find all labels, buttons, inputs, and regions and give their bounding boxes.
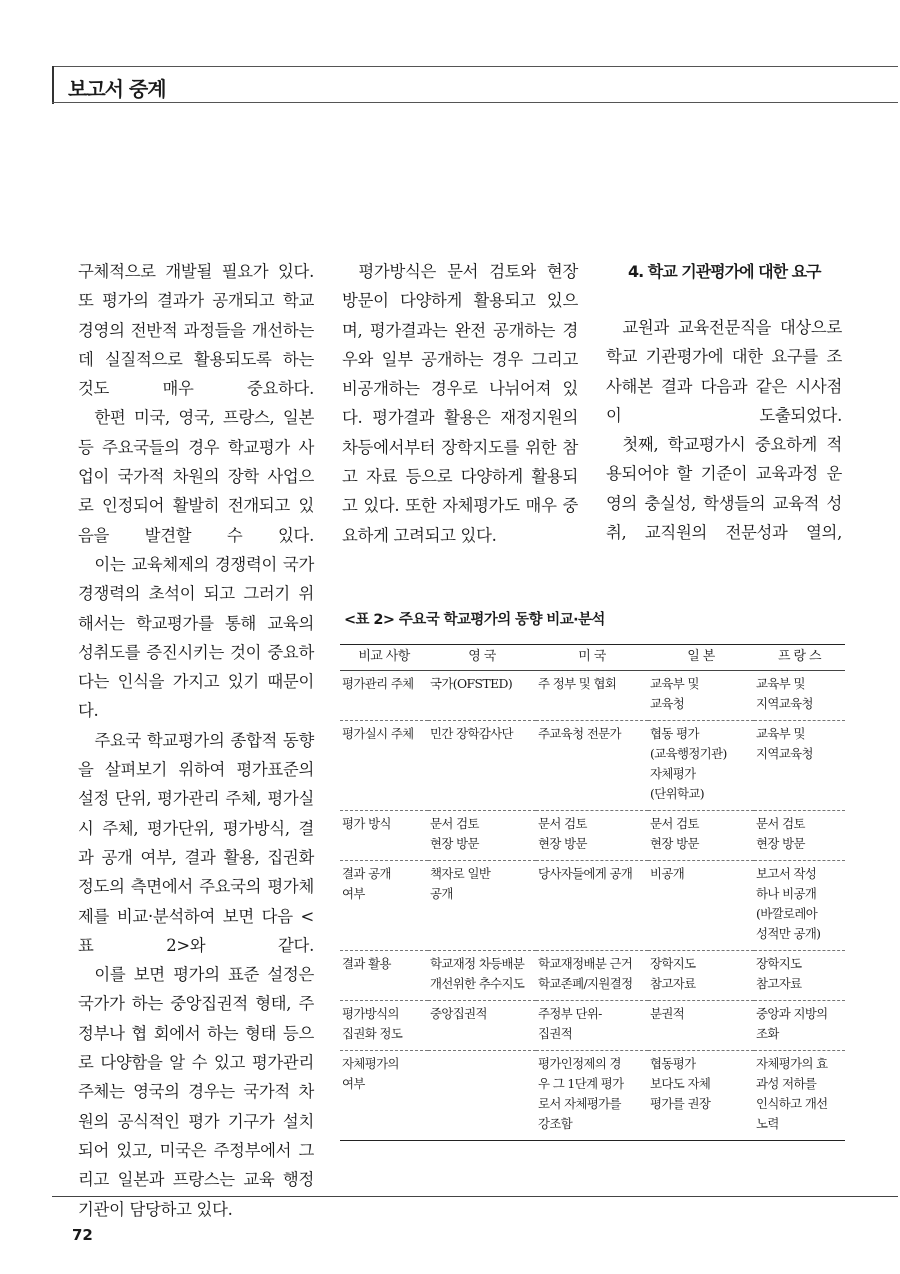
cell-text-line: 로서 자체평가를 bbox=[538, 1096, 621, 1111]
paragraph: 구체적으로 개발될 필요가 있다. 또 평가의 결과가 공개되고 학교 경영의 전반적 과정들을 개선하는데 실질적으로 활용되도록 하는 것도 매우 중요하다. bbox=[78, 262, 314, 399]
cell-text-line: 과성 저하를 bbox=[756, 1076, 817, 1091]
cell-text-line: 지역교육청 bbox=[756, 746, 813, 761]
cell-text-line: 교육부 및 bbox=[650, 676, 699, 691]
table-row-header bbox=[340, 951, 428, 1001]
table-cell bbox=[536, 861, 648, 951]
cell-text-line: 교육청 bbox=[650, 696, 685, 711]
table-row-header bbox=[340, 721, 428, 811]
cell-text-line: 장학지도 bbox=[756, 956, 802, 971]
cell-text-line: 참고자료 bbox=[756, 976, 802, 991]
cell-text-line: 장학지도 bbox=[650, 956, 696, 971]
text-column-1 bbox=[78, 257, 314, 1224]
table-cell bbox=[428, 951, 536, 1001]
cell-text-line: 여부 bbox=[342, 886, 365, 901]
cell-text-line: 문서 검토 bbox=[756, 816, 805, 831]
cell-text-line: 학교재정배분 근거 bbox=[538, 956, 633, 971]
table-cell bbox=[754, 811, 845, 861]
table-cell bbox=[428, 671, 536, 721]
table-row bbox=[340, 811, 845, 861]
cell-text-line: 민간 장학감사단 bbox=[430, 726, 513, 741]
cell-text-line: 현장 방문 bbox=[430, 836, 479, 851]
cell-text-line: 학교존폐/지원결정 bbox=[538, 976, 633, 991]
footer-rule bbox=[52, 1196, 898, 1197]
cell-text-line: 자체평가의 효 bbox=[756, 1056, 828, 1071]
table-cell bbox=[536, 811, 648, 861]
cell-text-line: 문서 검토 bbox=[430, 816, 479, 831]
table-header-cell: 미 국 bbox=[536, 645, 648, 671]
table-row bbox=[340, 671, 845, 721]
table-header-row bbox=[340, 645, 845, 671]
table-cell bbox=[428, 1051, 536, 1141]
table-cell bbox=[648, 951, 754, 1001]
table-cell bbox=[648, 721, 754, 811]
table-row-header bbox=[340, 861, 428, 951]
table-cell bbox=[754, 861, 845, 951]
cell-text-line: 평가관리 주체 bbox=[342, 676, 414, 691]
cell-text-line: 문서 검토 bbox=[538, 816, 587, 831]
table-row-header bbox=[340, 671, 428, 721]
table-cell bbox=[648, 861, 754, 951]
cell-text-line: 공개 bbox=[430, 886, 453, 901]
table-caption: <표 2> 주요국 학교평가의 동향 비교·분석 bbox=[344, 612, 605, 628]
table-cell bbox=[428, 1001, 536, 1051]
cell-text-line: 집권화 정도 bbox=[342, 1026, 403, 1041]
cell-text-line: 강조함 bbox=[538, 1116, 573, 1131]
header-rule-bottom bbox=[52, 102, 898, 103]
cell-text-line: 비공개 bbox=[650, 866, 685, 881]
cell-text-line: (교육행정기관) bbox=[650, 746, 727, 761]
cell-text-line: (바깔로레아 bbox=[756, 906, 818, 921]
cell-text-line: 조화 bbox=[756, 1026, 779, 1041]
table-cell bbox=[648, 811, 754, 861]
cell-text-line: 중앙집권적 bbox=[430, 1006, 487, 1021]
cell-text-line: 노력 bbox=[756, 1116, 779, 1131]
paragraph: 이를 보면 평가의 표준 설정은 국가가 하는 중앙집권적 형태, 주정부나 협 회에서 하는 형태 등으로 다양함을 알 수 있고 평가관리 주체는 영국의 경우는 국가적 차원의 공식적인 평가 기구가 설치되어 있고, 미국은 주정부에서 그리고 일본과 프랑스는 교육 행정기관이 담당하고 있다. bbox=[78, 965, 314, 1219]
table-cell bbox=[648, 1051, 754, 1141]
cell-text-line: 평가 방식 bbox=[342, 816, 391, 831]
paragraph: 한편 미국, 영국, 프랑스, 일본 등 주요국들의 경우 학교평가 사업이 국가적 차원의 장학 사업으로 인정되어 활발히 전개되고 있음을 발견할 수 있다. bbox=[78, 408, 314, 545]
cell-text-line: 우 그 1단계 평가 bbox=[538, 1076, 624, 1091]
cell-text-line: 주교육청 전문가 bbox=[538, 726, 621, 741]
paragraph: 첫째, 학교평가시 중요하게 적용되어야 할 기준이 교육과정 운영의 충실성, 학생들의 교육적 성취, 교직원의 전문성과 열의, bbox=[606, 435, 842, 543]
section-heading: 4. 학교 기관평가에 대한 요구 bbox=[628, 262, 821, 281]
table-cell bbox=[648, 671, 754, 721]
cell-text-line: 여부 bbox=[342, 1076, 365, 1091]
table-cell bbox=[648, 1001, 754, 1051]
text-column-3 bbox=[606, 257, 842, 547]
cell-text-line: 중앙과 지방의 bbox=[756, 1006, 828, 1021]
cell-text-line: 보고서 작성 bbox=[756, 866, 817, 881]
cell-text-line: 교육부 및 bbox=[756, 726, 805, 741]
cell-text-line: (단위학교) bbox=[650, 786, 704, 801]
cell-text-line: 보다도 자체 bbox=[650, 1076, 711, 1091]
table-row-header bbox=[340, 1001, 428, 1051]
cell-text-line: 자체평가의 bbox=[342, 1056, 399, 1071]
cell-text-line: 지역교육청 bbox=[756, 696, 813, 711]
table-cell bbox=[754, 1051, 845, 1141]
header-rule-left bbox=[52, 66, 54, 104]
table-cell bbox=[536, 1001, 648, 1051]
table-cell bbox=[536, 951, 648, 1001]
cell-text-line: 문서 검토 bbox=[650, 816, 699, 831]
section-label: 보고서 중계 bbox=[68, 77, 166, 101]
cell-text-line: 평가방식의 bbox=[342, 1006, 399, 1021]
cell-text-line: 협동 평가 bbox=[650, 726, 699, 741]
table-row bbox=[340, 1051, 845, 1141]
table-cell bbox=[536, 671, 648, 721]
cell-text-line: 책자로 일반 bbox=[430, 866, 491, 881]
cell-text-line: 분권적 bbox=[650, 1006, 685, 1021]
table-cell bbox=[536, 721, 648, 811]
table-cell bbox=[754, 721, 845, 811]
table-cell bbox=[754, 951, 845, 1001]
cell-text-line: 주 정부 및 협회 bbox=[538, 676, 617, 691]
cell-text-line: 자체평가 bbox=[650, 766, 696, 781]
cell-text-line: 당사자들에게 공개 bbox=[538, 866, 633, 881]
table-cell bbox=[428, 721, 536, 811]
cell-text-line: 평가인정제의 경 bbox=[538, 1056, 621, 1071]
table-row bbox=[340, 1001, 845, 1051]
paragraph: 평가방식은 문서 검토와 현장 방문이 다양하게 활용되고 있으며, 평가결과는 완전 공개하는 경우와 일부 공개하는 경우 그리고 비공개하는 경우로 나뉘어져 있다. 평가결과 활용은 재정지원의 차등에서부터 장학지도를 위한 참고 자료 등으로 다양하게 활용되고 있다. 또한 자체평가도 매우 중요하게 고려되고 있다. bbox=[342, 262, 578, 545]
paragraph: 이는 교육체제의 경쟁력이 국가 경쟁력의 초석이 되고 그러기 위해서는 학교평가를 통해 교육의 성취도를 증진시키는 것이 중요하다는 인식을 가지고 있기 때문이다. bbox=[78, 554, 314, 721]
table-row-header bbox=[340, 811, 428, 861]
cell-text-line: 집권적 bbox=[538, 1026, 573, 1041]
cell-text-line: 평가를 권장 bbox=[650, 1096, 711, 1111]
table-cell bbox=[536, 1051, 648, 1141]
page-number: 72 bbox=[72, 1226, 93, 1244]
cell-text-line: 인식하고 개선 bbox=[756, 1096, 828, 1111]
cell-text-line: 개선위한 추수지도 bbox=[430, 976, 525, 991]
table-header-cell: 프 랑 스 bbox=[754, 645, 845, 671]
paragraph: 주요국 학교평가의 종합적 동향을 살펴보기 위하여 평가표준의 설정 단위, 평가관리 주체, 평가실시 주체, 평가단위, 평가방식, 결과 공개 여부, 결과 활용, 집권화 정도의 측면에서 주요국의 평가체제를 비교·분석하여 보면 다음 <표 2>와 같다. bbox=[78, 730, 314, 955]
table-row bbox=[340, 721, 845, 811]
cell-text-line: 교육부 및 bbox=[756, 676, 805, 691]
cell-text-line: 주정부 단위- bbox=[538, 1006, 602, 1021]
cell-text-line: 학교재정 차등배분 bbox=[430, 956, 525, 971]
table-row bbox=[340, 861, 845, 951]
table-cell bbox=[754, 671, 845, 721]
cell-text-line: 참고자료 bbox=[650, 976, 696, 991]
cell-text-line: 하나 비공개 bbox=[756, 886, 817, 901]
cell-text-line: 성적만 공개) bbox=[756, 926, 821, 941]
table-header-cell: 비교 사항 bbox=[340, 645, 428, 671]
cell-text-line: 협동평가 bbox=[650, 1056, 696, 1071]
cell-text-line: 결과 활용 bbox=[342, 956, 391, 971]
table-row-header bbox=[340, 1051, 428, 1141]
table-cell bbox=[428, 811, 536, 861]
text-column-2 bbox=[342, 257, 578, 550]
paragraph: 교원과 교육전문직을 대상으로 학교 기관평가에 대한 요구를 조사해본 결과 다음과 같은 시사점이 도출되었다. bbox=[606, 318, 842, 425]
table-row bbox=[340, 951, 845, 1001]
comparison-table bbox=[340, 644, 845, 1141]
cell-text-line: 현장 방문 bbox=[650, 836, 699, 851]
table-cell bbox=[754, 1001, 845, 1051]
cell-text-line: 국가(OFSTED) bbox=[430, 676, 513, 691]
cell-text-line: 현장 방문 bbox=[756, 836, 805, 851]
table-header-cell: 일 본 bbox=[648, 645, 754, 671]
table-cell bbox=[428, 861, 536, 951]
table-header-cell: 영 국 bbox=[428, 645, 536, 671]
cell-text-line: 현장 방문 bbox=[538, 836, 587, 851]
header-rule-top bbox=[52, 66, 898, 67]
cell-text-line: 결과 공개 bbox=[342, 866, 391, 881]
cell-text-line: 평가실시 주체 bbox=[342, 726, 414, 741]
